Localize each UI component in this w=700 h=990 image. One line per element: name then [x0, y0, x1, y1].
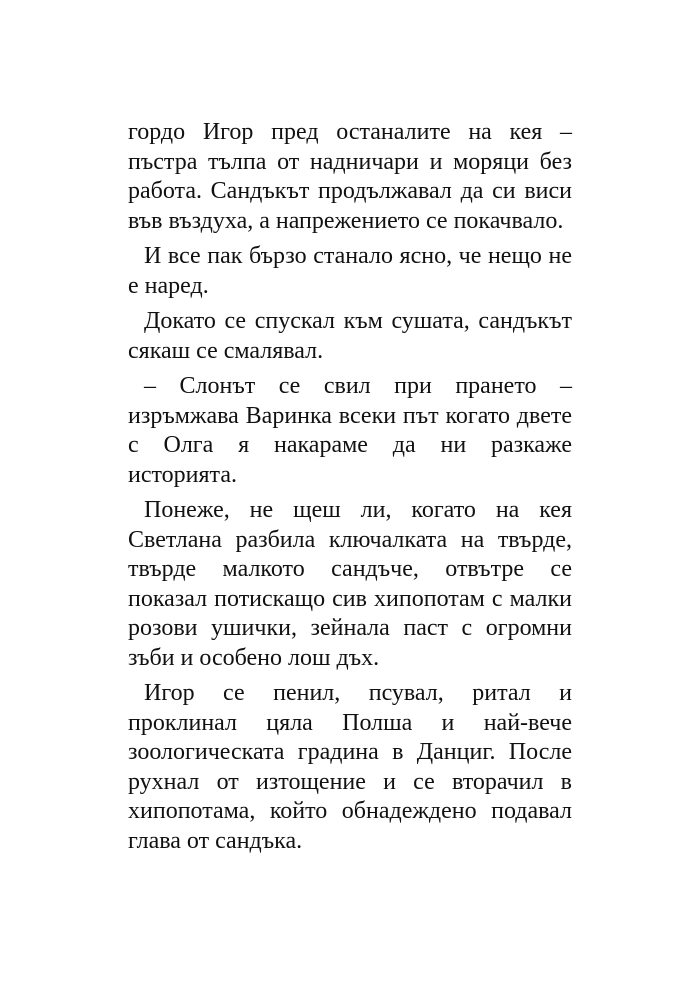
paragraph-3: Докато се спускал към сушата, сандъкът сякаш се смалявал. — [128, 308, 572, 364]
paragraph-2: И все пак бързо станало ясно, че нещо не е наред. — [128, 243, 572, 299]
page-text — [128, 118, 572, 856]
paragraph-6: Игор се пенил, псувал, ритал и проклинал цяла Полша и най-вече зоологическата градина в Данциг. После рухнал от изтощение и се вторачил в хипопотама, който обнадеждено подавал глава от сандъка. — [128, 680, 572, 854]
paragraph-5: Понеже, не щеш ли, когато на кея Светлана разбила ключалката на твърде, твърде малкото сандъче, отвътре се показал потискащо сив хипопотам с малки розови ушички, зейнала паст с огромни зъби и особено лош дъх. — [128, 497, 572, 671]
paragraph-1: гордо Игор пред останалите на кея – пъстра тълпа от надничари и моряци без работа. Сандъкът продължавал да си виси във въздуха, а напрежението се покачвало. — [128, 119, 572, 234]
paragraph-4: – Слонът се свил при прането – изръмжава Варинка всеки път когато двете с Олга я накараме да ни разкаже историята. — [128, 373, 572, 488]
